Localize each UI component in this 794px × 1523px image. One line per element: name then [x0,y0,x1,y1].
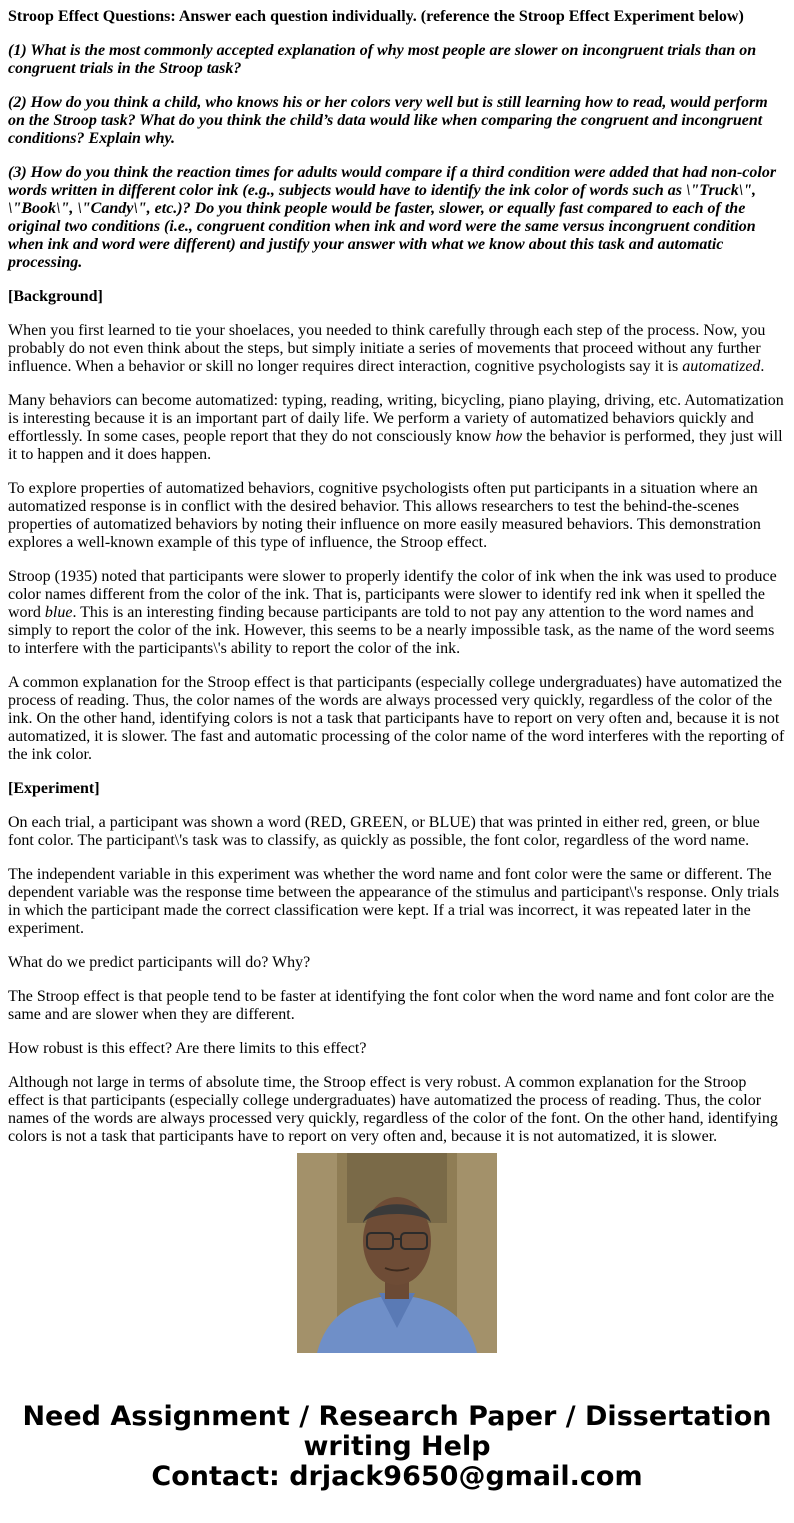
background-paragraph-4 [8,568,786,658]
bg4-text: Stroop (1935) noted that participants were slower to properly identify the color of ink when the ink was used to produce color names different from the color of the ink. That is, participants were slower to identify red ink when it spelled the word [8,568,777,621]
avatar [297,1153,497,1353]
bg2-text: Many behaviors can become automatized: typing, reading, writing, bicycling, piano playing, driving, etc. Automatization is interesting because it is an important part of daily life. We perform a variety of automatized behaviors quickly and effortlessly. In some cases, people report that they do not consciously know [8,392,784,445]
promo-line-2: writing Help [303,1431,491,1462]
bg2-text-end: the behavior is performed, they just will it to happen and it does happen. [8,428,783,463]
experiment-paragraph-1: On each trial, a participant was shown a word (RED, GREEN, or BLUE) that was printed in either red, green, or blue font color. The participant\'s task was to classify, as quickly as possible, the font color, regardless of the word name. [8,814,760,849]
bg4-emphasis: blue [44,604,73,621]
bg2-emphasis: how [495,428,523,445]
bg1-emphasis: automatized [682,358,761,375]
background-heading: [Background] [8,288,103,305]
experiment-paragraph-2: The independent variable in this experiment was whether the word name and font color were the same or different. The dependent variable was the response time between the appearance of the stimulus and participant\'s response. Only trials in which the participant made the correct classification were kept. If a trial was incorrect, it was repeated later in the experiment. [8,866,780,937]
experiment-paragraph-3: What do we predict participants will do? Why? [8,954,311,971]
experiment-paragraph-5: How robust is this effect? Are there limits to this effect? [8,1040,367,1057]
background-paragraph-3: To explore properties of automatized behaviors, cognitive psychologists often put participants in a situation where an automatized response is in conflict with the desired behavior. This allows researchers to test the behind-the-scenes properties of automatized behaviors by noting their influence on more easily measured behaviors. This demonstration explores a well-known example of this type of influence, the Stroop effect. [8,480,761,551]
experiment-paragraph-4: The Stroop effect is that people tend to be faster at identifying the font color when the word name and font color are the same and are slower when they are different. [8,988,775,1023]
question-2: (2) How do you think a child, who knows his or her colors very well but is still learning how to read, would perform on the Stroop task? What do you think the child’s data would like when comparing the congruent and incongruent conditions? Explain why. [8,94,768,147]
bg1-text-end: . [760,358,765,375]
question-3: (3) How do you think the reaction times for adults would compare if a third condition were added that had non-color words written in different color ink (e.g., subjects would have to identify the ink color of words such as \"Truck\", \"Book\", \"Candy\", etc.)? Do you think people would be faster, slower, or equally fast compared to each of the original two conditions (i.e., congruent condition when ink and word were the same versus incongruent condition when ink and word were different) and justify your answer with what we know about this task and automatic processing. [8,164,777,271]
document-heading: Stroop Effect Questions: Answer each question individually. (reference the Stroop Effect Experiment below) [8,8,744,25]
document-body [8,0,786,1145]
experiment-heading: [Experiment] [8,780,100,797]
background-paragraph-1 [8,322,786,376]
experiment-paragraph-6: Although not large in terms of absolute time, the Stroop effect is very robust. A common explanation for the Stroop effect is that participants (especially college undergraduates) have automatized the process of reading. Thus, the color names of the words are always processed very quickly, regardless of the color of the font. On the other hand, identifying colors is not a task that participants have to report on very often and, because it is not automatized, it is slower. [8,1074,778,1145]
promo-banner [0,1402,794,1492]
background-paragraph-2 [8,392,786,464]
promo-line-1: Need Assignment / Research Paper / Dissertation [22,1401,772,1432]
background-paragraph-5: A common explanation for the Stroop effect is that participants (especially college undergraduates) have automatized the process of reading. Thus, the color names of the words are always processed very quickly, regardless of the color of the ink. On the other hand, identifying colors is not a task that participants have to report on very often and, because it is not automatized, it is slower. The fast and automatic processing of the color name of the word interferes with the reporting of the ink color. [8,674,785,763]
promo-contact: Contact: drjack9650@gmail.com [151,1461,643,1492]
bg4-text-end: . This is an interesting finding because participants are told to not pay any attention to the word names and simply to report the color of the ink. However, this seems to be a nearly impossible task, as the name of the word seems to interfere with the participants\'s ability to report the color of the ink. [8,604,775,657]
question-1: (1) What is the most commonly accepted explanation of why most people are slower on incongruent trials than on congruent trials in the Stroop task? [8,42,757,77]
bg1-text: When you first learned to tie your shoelaces, you needed to think carefully through each step of the process. Now, you probably do not even think about the steps, but simply initiate a series of movements that proceed without any further influence. When a behavior or skill no longer requires direct interaction, cognitive psychologists say it is [8,322,766,375]
portrait-image [297,1153,497,1353]
